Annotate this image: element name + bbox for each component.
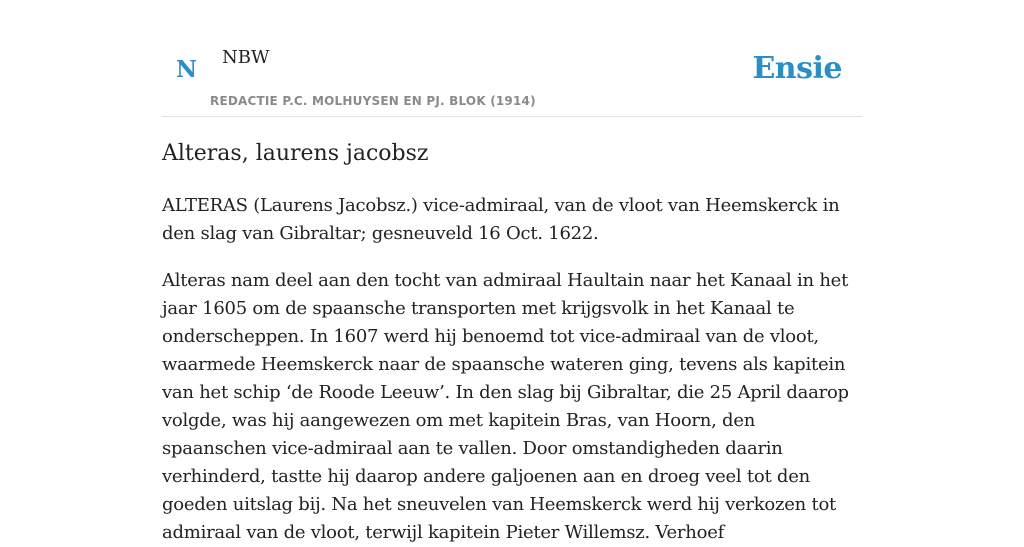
- header: [162, 0, 862, 117]
- article-paragraph: Alteras nam deel aan den tocht van admiraal Haultain naar het Kanaal in het jaar 1605 om de spaansche transporten met krijgsvolk in het Kanaal te onderscheppen. In 1607 werd hij benoemd tot vice-admiraal van de vloot, waarmede Heemskerck naar de spaansche wateren ging, tevens als kapitein van het schip ‘de Roode Leeuw’. In den slag bij Gibraltar, die 25 April daarop volgde, was hij aangewezen om met kapitein Bras, van Hoorn, den spaanschen vice-admiraal aan te vallen. Door omstandigheden daarin verhinderd, tastte hij daarop andere galjoenen aan en droeg veel tot den goeden uitslag bij. Na het sneuvelen van Heemskerck werd hij verkozen tot admiraal van de vloot, terwijl kapitein Pieter Willemsz. Verhoef: [162, 270, 849, 543]
- book-title[interactable]: NBW: [222, 47, 270, 68]
- article: [162, 138, 862, 547]
- article-paragraph: ALTERAS (Laurens Jacobsz.) vice-admiraal, van de vloot van Heemskerck in den slag van Gibraltar; gesneuveld 16 Oct. 1622.: [162, 195, 840, 244]
- ensie-logo[interactable]: Ensie: [752, 51, 842, 86]
- article-title: Alteras, laurens jacobsz: [162, 141, 429, 166]
- book-logo[interactable]: N: [176, 56, 198, 83]
- book-subtitle: REDACTIE P.C. MOLHUYSEN EN PJ. BLOK (1914): [210, 94, 536, 108]
